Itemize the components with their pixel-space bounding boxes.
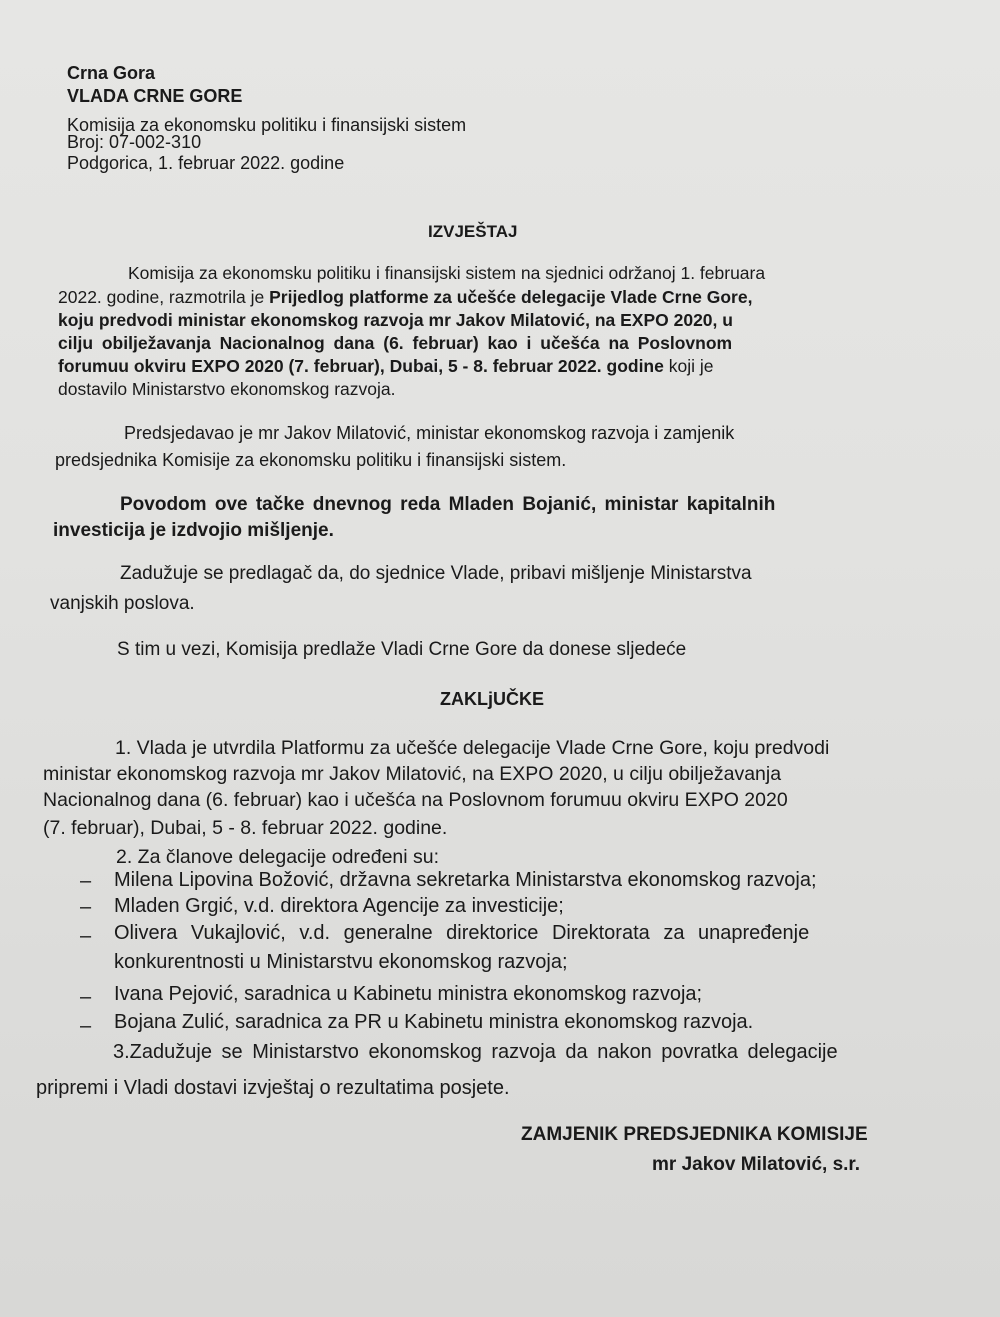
header-government: VLADA CRNE GORE xyxy=(67,86,243,106)
intro-bold-text: Prijedlog platforme za učešće delegacije Vlade Crne Gore, xyxy=(269,287,753,307)
proposal-line: S tim u vezi, Komisija predlaže Vladi Crne Gore da donese sljedeće xyxy=(117,639,687,660)
bullet-dash-icon: – xyxy=(80,925,92,947)
conclusion2-intro: 2. Za članove delegacije određeni su: xyxy=(116,846,440,868)
intro-line-1: Komisija za ekonomsku politiku i finansijski sistem na sjednici održanoj 1. februara xyxy=(128,263,766,283)
delegation-member-3: Olivera Vukajlović, v.d. generalne direktorice Direktorata za unapređenje xyxy=(114,922,810,944)
intro-bold-text: forumuu okviru EXPO 2020 (7. februar), Dubai, 5 - 8. februar 2022. godine xyxy=(58,356,664,376)
header-number: Broj: 07-002-310 xyxy=(67,132,202,152)
chair-line-2: predsjednika Komisije za ekonomsku politiku i finansijski sistem. xyxy=(55,450,567,470)
chair-line-1: Predsjedavao je mr Jakov Milatović, ministar ekonomskog razvoja i zamjenik xyxy=(124,423,735,443)
delegation-member-3-continued: konkurentnosti u Ministarstvu ekonomskog razvoja; xyxy=(114,951,568,973)
opinion-line-2: investicija je izdvojio mišljenje. xyxy=(53,520,334,541)
header-country: Crna Gora xyxy=(67,63,156,83)
intro-text: 2022. godine, razmotrila je xyxy=(58,287,270,307)
header-commission: Komisija za ekonomsku politiku i finansijski sistem xyxy=(67,115,467,135)
delegation-member-1: Milena Lipovina Božović, državna sekretarka Ministarstva ekonomskog razvoja; xyxy=(114,869,817,891)
intro-line-3: koju predvodi ministar ekonomskog razvoja mr Jakov Milatović, na EXPO 2020, u xyxy=(58,310,733,330)
bullet-dash-icon: – xyxy=(80,870,92,892)
header-place-date: Podgorica, 1. februar 2022. godine xyxy=(67,153,345,173)
delegation-member-4: Ivana Pejović, saradnica u Kabinetu ministra ekonomskog razvoja; xyxy=(114,983,703,1005)
bullet-dash-icon: – xyxy=(80,896,92,918)
bullet-dash-icon: – xyxy=(80,986,92,1008)
signature-role: ZAMJENIK PREDSJEDNIKA KOMISIJE xyxy=(521,1124,868,1145)
signature-name: mr Jakov Milatović, s.r. xyxy=(652,1154,861,1175)
conclusion1-line-4: (7. februar), Dubai, 5 - 8. februar 2022. godine. xyxy=(43,817,448,839)
intro-line-6: dostavilo Ministarstvo ekonomskog razvoja. xyxy=(58,379,396,399)
intro-line-5 xyxy=(58,355,713,377)
document-title: IZVJEŠTAJ xyxy=(428,222,518,241)
task-line-1: Zadužuje se predlagač da, do sjednice Vlade, pribavi mišljenje Ministarstva xyxy=(120,563,752,584)
delegation-member-2: Mladen Grgić, v.d. direktora Agencije za investicije; xyxy=(114,895,564,917)
delegation-member-5: Bojana Zulić, saradnica za PR u Kabinetu ministra ekonomskog razvoja. xyxy=(114,1011,754,1033)
conclusion1-line-3: Nacionalnog dana (6. februar) kao i učešća na Poslovnom forumuu okviru EXPO 2020 xyxy=(43,789,788,811)
intro-line-4: cilju obilježavanja Nacionalnog dana (6. februar) kao i učešća na Poslovnom xyxy=(58,333,733,353)
conclusion3-line-2: pripremi i Vladi dostavi izvještaj o rezultatima posjete. xyxy=(36,1077,510,1099)
intro-text: koji je xyxy=(663,356,714,376)
intro-line-2 xyxy=(58,286,752,308)
conclusions-title: ZAKLjUČKE xyxy=(440,689,544,709)
task-line-2: vanjskih poslova. xyxy=(50,593,195,614)
conclusion1-line-1: 1. Vlada je utvrdila Platformu za učešće delegacije Vlade Crne Gore, koju predvodi xyxy=(115,737,830,759)
conclusion1-line-2: ministar ekonomskog razvoja mr Jakov Milatović, na EXPO 2020, u cilju obilježavanja xyxy=(43,763,782,785)
bullet-dash-icon: – xyxy=(80,1015,92,1037)
conclusion3-line-1: 3.Zadužuje se Ministarstvo ekonomskog razvoja da nakon povratka delegacije xyxy=(113,1041,838,1063)
opinion-line-1: Povodom ove tačke dnevnog reda Mladen Bojanić, ministar kapitalnih xyxy=(120,494,776,515)
